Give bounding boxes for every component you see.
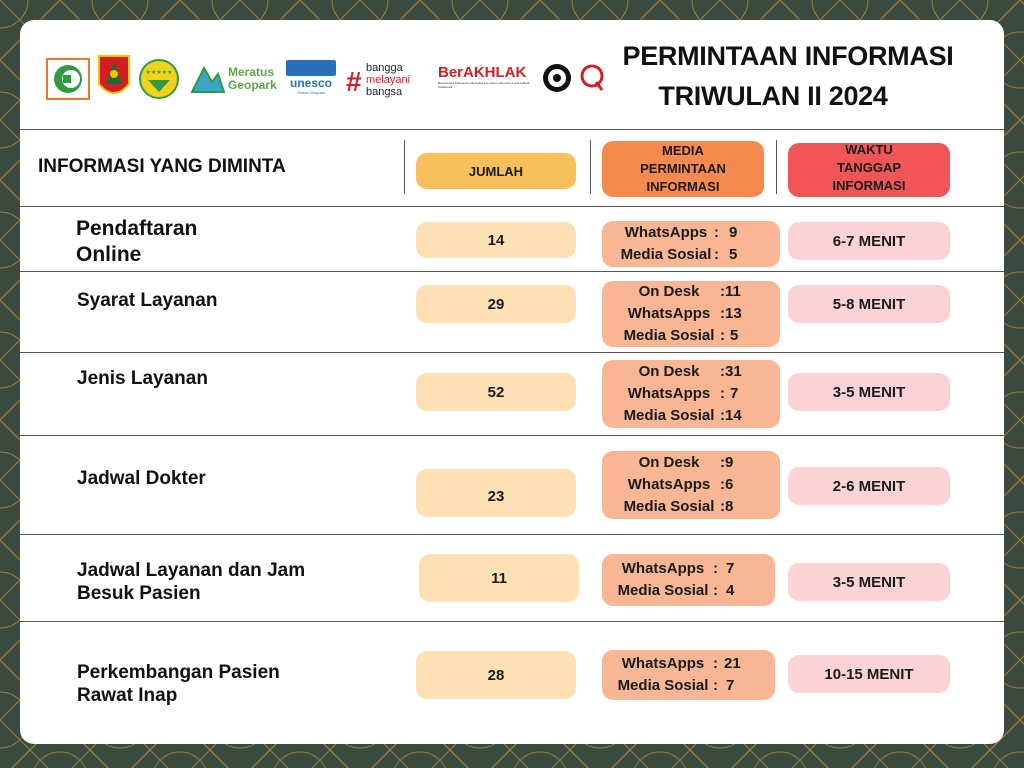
media-line: Media Sosial : 8 xyxy=(623,498,734,515)
jumlah-cell: 28 xyxy=(416,651,576,699)
divider xyxy=(20,621,1004,622)
row-name-pendaftaran: Pendaftaran Online xyxy=(76,217,198,266)
divider xyxy=(20,129,1004,130)
media-line: Media Sosial : 7 xyxy=(617,677,735,694)
waktu-cell: 5-8 MENIT xyxy=(788,285,950,323)
divider xyxy=(20,352,1004,353)
column-header-informasi: INFORMASI YANG DIMINTA xyxy=(38,156,286,177)
hospital-logo xyxy=(46,58,90,100)
media-line: WhatsApps : 7 xyxy=(621,560,735,577)
media-line: WhatsApps : 6 xyxy=(627,476,734,493)
media-cell xyxy=(602,221,780,267)
waktu-cell: 6-7 MENIT xyxy=(788,222,950,260)
media-line: WhatsApps : 9 xyxy=(624,224,738,241)
svg-text:★★★★★: ★★★★★ xyxy=(145,70,173,76)
column-header-jumlah: JUMLAH xyxy=(416,153,576,189)
divider xyxy=(590,140,591,194)
column-header-media: MEDIA PERMINTAAN INFORMASI xyxy=(602,141,764,197)
media-cell xyxy=(602,281,780,347)
media-line: On Desk : 31 xyxy=(638,363,742,380)
media-line: Media Sosial : 14 xyxy=(623,407,742,424)
media-list xyxy=(613,558,734,602)
media-list xyxy=(613,653,741,697)
jumlah-cell: 11 xyxy=(419,554,579,602)
paripurna-badge xyxy=(138,58,180,100)
page-title: PERMINTAAN INFORMASI TRIWULAN II 2024 xyxy=(622,41,954,111)
row-name-jenis: Jenis Layanan xyxy=(77,368,208,389)
media-line: WhatsApps : 7 xyxy=(627,385,739,402)
jumlah-cell: 29 xyxy=(416,285,576,323)
waktu-cell: 2-6 MENIT xyxy=(788,467,950,505)
media-line: WhatsApps : 13 xyxy=(627,305,742,322)
media-cell xyxy=(602,650,775,700)
logo-strip: ★★★★★ Meratus Geopark unesco Global Geopark # bangga melayani bangsa BerAKHLAK Berorientasi Pelayanan Akuntabel Kompeten Harmonis Loyal Adaptif Kolaboratif xyxy=(46,50,606,110)
unesco-temple-icon xyxy=(286,60,336,76)
media-list xyxy=(618,361,742,427)
meratus-geopark-icon xyxy=(190,62,226,96)
divider xyxy=(404,140,405,194)
divider xyxy=(20,271,1004,272)
jumlah-cell: 52 xyxy=(416,373,576,411)
waktu-cell: 10-15 MENIT xyxy=(788,655,950,693)
divider xyxy=(20,435,1004,436)
media-line: Media Sosial : 5 xyxy=(623,327,739,344)
media-list xyxy=(618,222,737,266)
berakhlak-logo: BerAKHLAK Berorientasi Pelayanan Akuntabel Kompeten Harmonis Loyal Adaptif Kolaboratif xyxy=(438,64,530,89)
media-list xyxy=(618,281,742,347)
divider xyxy=(20,534,1004,535)
row-name-jadwal-dokter: Jadwal Dokter xyxy=(77,468,206,489)
media-line: Media Sosial : 5 xyxy=(620,246,738,263)
media-line: On Desk : 11 xyxy=(638,283,741,300)
kars-emblem xyxy=(542,62,572,94)
media-cell xyxy=(602,360,780,428)
jumlah-cell: 14 xyxy=(416,222,576,258)
media-cell xyxy=(602,451,780,519)
meratus-geopark-text: Meratus Geopark xyxy=(228,65,277,92)
row-name-syarat: Syarat Layanan xyxy=(77,290,218,311)
quality-emblem xyxy=(578,62,606,94)
media-line: Media Sosial : 4 xyxy=(617,582,735,599)
row-name-perkembangan: Perkembangan Pasien Rawat Inap xyxy=(77,662,280,706)
waktu-cell: 3-5 MENIT xyxy=(788,373,950,411)
jumlah-cell: 23 xyxy=(416,469,576,517)
divider xyxy=(776,140,777,194)
hashtag-icon: # xyxy=(346,66,362,97)
column-header-waktu: WAKTU TANGGAP INFORMASI xyxy=(788,143,950,197)
row-name-jadwal-layanan: Jadwal Layanan dan Jam Besuk Pasien xyxy=(77,560,306,604)
waktu-cell: 3-5 MENIT xyxy=(788,563,950,601)
divider xyxy=(20,206,1004,207)
main-card xyxy=(20,20,1004,744)
media-list xyxy=(618,452,733,518)
regency-emblem xyxy=(96,54,132,102)
media-line: On Desk : 9 xyxy=(638,454,734,471)
media-line: WhatsApps : 21 xyxy=(621,655,741,672)
unesco-logo: unesco Global Geopark xyxy=(286,60,336,95)
media-cell xyxy=(602,554,775,606)
